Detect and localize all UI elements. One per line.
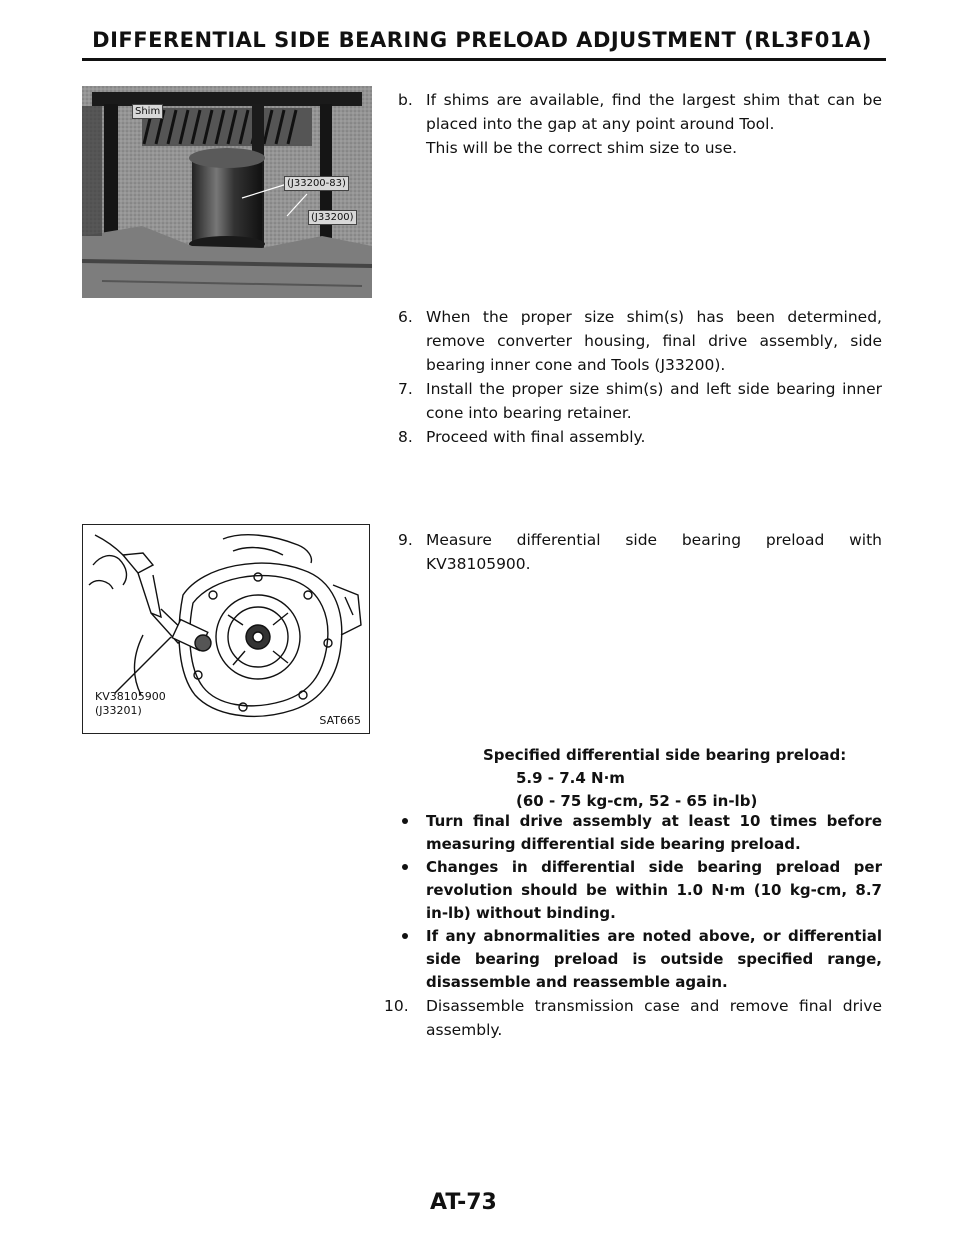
bullet-dot [402,818,408,824]
step-b-number: b. [398,91,413,109]
figure-code: SAT665 [319,714,361,727]
bullet-3 [398,925,882,994]
tool-j33200-label: (J33200) [308,210,357,225]
bullet-dot [402,864,408,870]
step-6 [398,305,882,377]
step-b-text-2: This will be the correct shim size to use. [426,139,738,157]
step-10-text: Disassemble transmission case and remove final drive assembly. [426,997,882,1039]
step-8-text: Proceed with final assembly. [426,428,646,446]
step-b [398,88,882,160]
step-10 [384,994,882,1042]
spec-block [483,744,846,813]
spec-value-kgcm: (60 - 75 kg-cm, 52 - 65 in-lb) [516,792,758,810]
step-7-text: Install the proper size shim(s) and left side bearing inner cone into bearing retainer. [426,380,882,422]
step-6-number: 6. [398,308,413,326]
step-9-number: 9. [398,531,413,549]
step-7 [398,377,882,425]
page-number: AT-73 [430,1190,497,1215]
bullet-2 [398,856,882,925]
bullet-2-text: Changes in differential side bearing preload per revolution should be within 1.0 N·m (10 kg-cm, 8.7 in-lb) without binding. [426,858,882,922]
step-10-number: 10. [384,997,409,1015]
step-8 [398,425,882,449]
page-title: DIFFERENTIAL SIDE BEARING PRELOAD ADJUSTMENT (RL3F01A) [92,28,872,52]
spec-value-nm: 5.9 - 7.4 N·m [516,769,625,787]
step-7-number: 7. [398,380,413,398]
header-rule [82,58,886,61]
bullet-1-text: Turn final drive assembly at least 10 times before measuring differential side bearing preload. [426,812,882,853]
figure-shim-photo [82,86,372,298]
tool-number-kv38105900: KV38105900 [95,690,166,703]
bullet-dot [402,933,408,939]
shim-label: Shim [132,104,163,119]
tool-j33200-83-label: (J33200-83) [284,176,349,191]
step-8-number: 8. [398,428,413,446]
step-9 [398,528,882,576]
tool-callout [95,690,166,718]
step-9-text: Measure differential side bearing preload with KV38105900. [426,531,882,573]
tool-number-j33201: (J33201) [95,704,142,717]
bullet-3-text: If any abnormalities are noted above, or differential side bearing preload is outside specified range, disassemble and reassemble again. [426,927,882,991]
bullet-1 [398,810,882,856]
shim-photo-image [82,86,372,298]
step-b-text: If shims are available, find the largest shim that can be placed into the gap at any point around Tool. [426,91,882,133]
step-6-text: When the proper size shim(s) has been determined, remove converter housing, final drive assembly, side bearing inner cone and Tools (J33200). [426,308,882,374]
figure-preload-measurement [82,524,370,734]
spec-label: Specified differential side bearing preload: [483,746,847,764]
